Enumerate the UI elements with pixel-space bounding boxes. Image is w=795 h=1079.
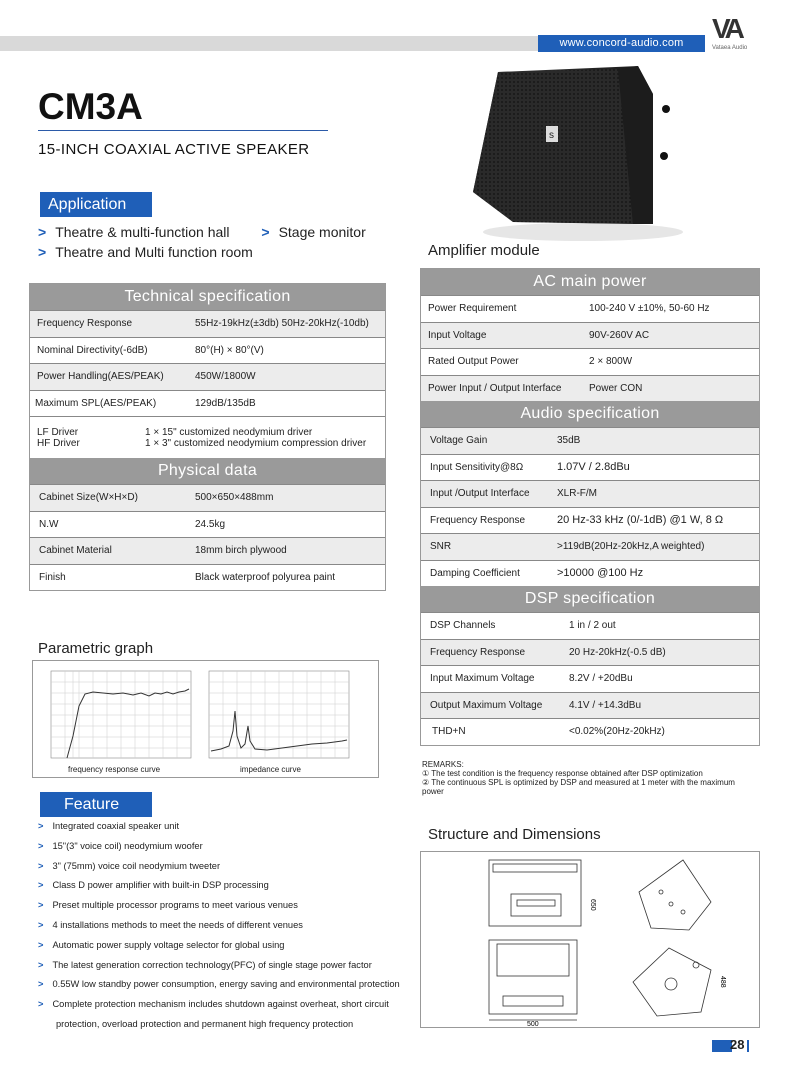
structure-drawing-box [420, 851, 760, 1028]
spec-value: 55Hz-19kHz(±3db) 50Hz-20kHz(-10db) [195, 318, 369, 330]
application-item: Theatre & multi-function hall [55, 224, 230, 240]
spec-value: 20 Hz-33 kHz (0/-1dB) @1 W, 8 Ω [557, 514, 724, 527]
spec-row [30, 310, 385, 337]
spec-key: Cabinet Size(W×H×D) [39, 492, 138, 504]
spec-value: >10000 @100 Hz [557, 567, 644, 580]
spec-key: Finish [39, 571, 66, 583]
svg-text:s: s [549, 130, 554, 141]
spec-key: Frequency Response [430, 646, 526, 658]
spec-value: 1 × 3" customized neodymium compression driver [145, 437, 367, 449]
spec-key: Input Maximum Voltage [430, 673, 535, 685]
feature-item [38, 876, 418, 896]
application-item: Stage monitor [278, 224, 366, 240]
application-item: Theatre and Multi function room [55, 244, 253, 260]
brand-logo [712, 14, 758, 56]
spec-key: HF Driver [37, 437, 80, 449]
remark-item: ② The continuous SPL is optimized by DSP and measured at 1 meter with the maximum power [422, 778, 735, 796]
amplifier-spec-table [420, 268, 760, 746]
dimension-drawings [421, 852, 759, 1027]
spec-value: 20 Hz-20kHz(-0.5 dB) [569, 646, 666, 658]
structure-heading: Structure and Dimensions [428, 826, 601, 843]
spec-row [30, 390, 385, 417]
spec-value: 8.2V / +20dBu [569, 673, 633, 685]
spec-key: Power Handling(AES/PEAK) [37, 371, 164, 383]
feature-item [38, 896, 418, 916]
width-dimension: 500 [527, 1021, 539, 1027]
feature-text: Class D power amplifier with built-in DSP processing [52, 880, 269, 891]
chevron-right-icon: > [38, 900, 44, 911]
chevron-right-icon: > [38, 999, 44, 1010]
spec-value: 129dB/135dB [195, 397, 256, 409]
parametric-graph-box [32, 660, 379, 778]
chevron-right-icon: > [38, 860, 44, 871]
spec-value: 450W/1800W [195, 371, 256, 383]
technical-spec-heading: Technical specification [30, 284, 385, 310]
feature-item [38, 956, 418, 976]
spec-key: Nominal Directivity(-6dB) [37, 344, 148, 356]
speaker-product-image [468, 64, 698, 244]
depth-dimension: 488 [719, 976, 726, 988]
spec-row [421, 612, 759, 639]
spec-row [421, 639, 759, 666]
chevron-right-icon: > [38, 880, 44, 891]
page-number: 28 [730, 1037, 745, 1052]
remarks-title: REMARKS: [422, 760, 464, 769]
spec-row [421, 480, 759, 507]
frequency-response-plot [51, 671, 191, 758]
top-view-drawing [633, 948, 711, 1016]
feature-text: 0.55W low standby power consumption, energy saving and environmental protection [52, 979, 400, 990]
application-list [38, 222, 366, 262]
spec-value: 500×650×488mm [195, 492, 274, 504]
spec-row [30, 363, 385, 390]
spec-value: XLR-F/M [557, 488, 597, 500]
audio-spec-heading: Audio specification [421, 401, 759, 427]
feature-text: Automatic power supply voltage selector for global using [52, 939, 285, 950]
spec-value: 2 × 800W [589, 356, 633, 368]
chevron-right-icon: > [38, 821, 44, 831]
feature-item [38, 916, 418, 936]
spec-key: Input /Output Interface [430, 488, 530, 500]
chevron-right-icon: > [38, 244, 47, 260]
spec-row [30, 337, 385, 364]
feature-text: Preset multiple processor programs to meet various venues [52, 900, 298, 911]
parametric-graph-heading: Parametric graph [38, 640, 154, 657]
spec-key: Frequency Response [430, 514, 526, 526]
application-row [38, 222, 366, 242]
amplifier-module-label: Amplifier module [428, 242, 540, 259]
side-view-drawing [639, 860, 711, 930]
height-dimension: 650 [589, 899, 596, 911]
spec-key: Rated Output Power [428, 356, 519, 368]
title-divider [38, 130, 328, 131]
graph-plots [37, 666, 377, 766]
feature-item [38, 995, 418, 1015]
logo-subtext: Vataea Audio [712, 45, 748, 51]
spec-key: Output Maximum Voltage [430, 699, 543, 711]
spec-row [421, 322, 759, 349]
spec-key: SNR [430, 541, 452, 553]
spec-key: Frequency Response [37, 318, 133, 330]
chevron-right-icon: > [38, 939, 44, 950]
spec-key: Power Input / Output Interface [428, 382, 562, 394]
remarks [422, 760, 762, 796]
spec-value: 18mm birch plywood [195, 545, 287, 557]
front-view-drawing [489, 860, 581, 926]
feature-list [38, 817, 418, 1035]
spec-key: THD+N [432, 726, 466, 738]
feature-text: 3" (75mm) voice coil neodymium tweeter [52, 860, 221, 871]
feature-continuation: protection, overload protection and permanent high frequency protection [56, 1018, 354, 1029]
spec-value: Black waterproof polyurea paint [195, 571, 336, 583]
spec-value: 1.07V / 2.8dBu [557, 461, 630, 474]
driver-row [30, 416, 385, 458]
spec-key: DSP Channels [430, 620, 496, 632]
spec-key: Damping Coefficient [430, 567, 520, 579]
spec-row [30, 484, 385, 511]
bottom-view-drawing [489, 940, 577, 1020]
feature-text: 4 installations methods to meet the needs of different venues [52, 919, 303, 930]
spec-row [421, 718, 759, 745]
spec-value: 90V-260V AC [589, 329, 650, 341]
chevron-right-icon: > [38, 959, 44, 970]
spec-key: Power Requirement [428, 303, 517, 315]
physical-data-heading: Physical data [30, 458, 385, 484]
impedance-plot [209, 671, 349, 758]
spec-row [421, 427, 759, 454]
spec-key: Input Voltage [428, 329, 487, 341]
feature-text: Integrated coaxial speaker unit [52, 821, 180, 831]
feature-text: The latest generation correction technology(PFC) of single stage power factor [52, 959, 372, 970]
feature-text: 15"(3" voice coil) neodymium woofer [52, 840, 203, 851]
feature-heading: Feature [40, 792, 152, 817]
impedance-caption: impedance curve [240, 765, 301, 774]
product-model: CM3A [38, 86, 143, 127]
spec-row [421, 454, 759, 481]
technical-spec-table [29, 283, 386, 591]
spec-value: 35dB [557, 435, 581, 447]
spec-row [421, 560, 759, 587]
chevron-right-icon: > [38, 840, 44, 851]
chevron-right-icon: > [38, 919, 44, 930]
website-url[interactable]: www.concord-audio.com [538, 35, 705, 52]
chevron-right-icon: > [38, 224, 47, 240]
dsp-spec-heading: DSP specification [421, 586, 759, 612]
spec-row [421, 507, 759, 534]
spec-row [30, 511, 385, 538]
feature-item [38, 817, 418, 837]
spec-key: Cabinet Material [39, 545, 112, 557]
application-heading: Application [40, 192, 152, 217]
page-number-marker [712, 1040, 732, 1052]
spec-row [421, 692, 759, 719]
frequency-response-caption: frequency response curve [68, 765, 161, 774]
spec-row [421, 375, 759, 402]
spec-value: 1 in / 2 out [569, 620, 616, 632]
spec-value: Power CON [589, 382, 643, 394]
spec-row [421, 665, 759, 692]
spec-row [421, 533, 759, 560]
application-row [38, 242, 366, 262]
page-number-bar [747, 1040, 749, 1052]
feature-item [38, 975, 418, 995]
feature-item [38, 857, 418, 877]
logo-mark: VA [712, 13, 741, 44]
spec-value: 80°(H) × 80°(V) [195, 344, 264, 356]
spec-key: Voltage Gain [430, 435, 488, 447]
spec-key: N.W [39, 518, 59, 530]
spec-value: 100-240 V ±10%, 50-60 Hz [589, 303, 710, 315]
spec-row [421, 348, 759, 375]
spec-value: <0.02%(20Hz-20kHz) [569, 726, 665, 738]
feature-text: Complete protection mechanism includes shutdown against overheat, short circuit [52, 999, 389, 1010]
spec-row [30, 564, 385, 591]
remark-item: ① The test condition is the frequency response obtained after DSP optimization [422, 769, 703, 778]
spec-row [421, 295, 759, 322]
spec-key: LF Driver [37, 426, 79, 438]
product-subtitle: 15-INCH COAXIAL ACTIVE SPEAKER [38, 141, 310, 158]
feature-item [38, 837, 418, 857]
spec-key: Input Sensitivity@8Ω [430, 461, 524, 473]
feature-item [38, 936, 418, 956]
chevron-right-icon: > [261, 224, 270, 240]
spec-key: Maximum SPL(AES/PEAK) [35, 397, 157, 409]
spec-value: 4.1V / +14.3dBu [569, 699, 642, 711]
spec-value: >119dB(20Hz-20kHz,A weighted) [557, 541, 705, 553]
ac-power-heading: AC main power [421, 269, 759, 295]
spec-value: 1 × 15" customized neodymium driver [145, 426, 313, 438]
chevron-right-icon: > [38, 979, 44, 990]
spec-row [30, 537, 385, 564]
spec-value: 24.5kg [195, 518, 226, 530]
